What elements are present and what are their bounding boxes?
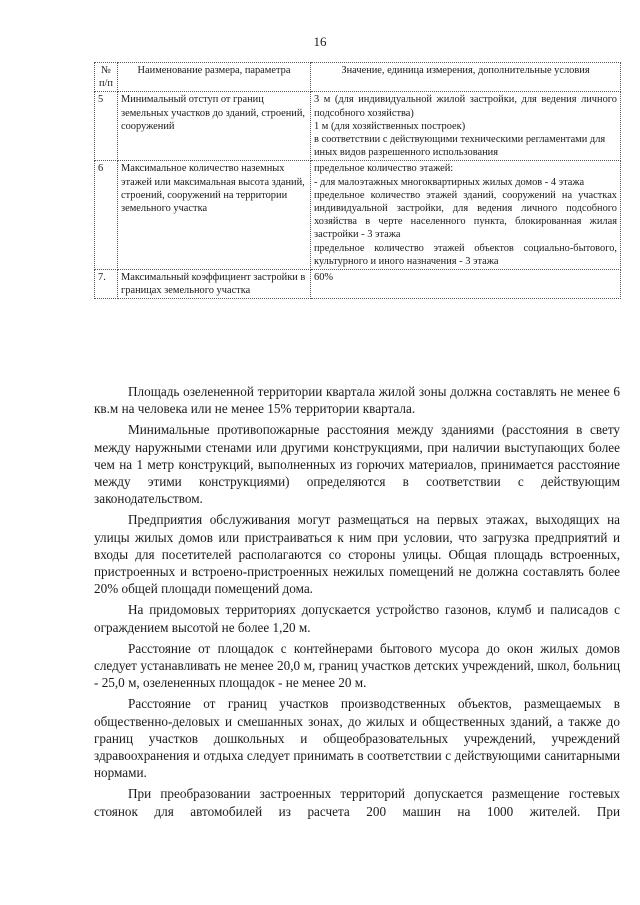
header-num: № п/п xyxy=(95,63,118,92)
paragraph-service-enterprises: Предприятия обслуживания могут размещаться на первых этажах, выходящих на улицы жилых домов или пристраиваться к ним при условии, что загрузка предприятий и входы для посетителей располагаются со стороны улицы. Общая площадь встроенных, пристроенных и встроено-пристроенных нежилых помещений не должна составлять более 20% общей площади помещений дома. xyxy=(94,512,620,597)
value-line: - для малоэтажных многоквартирных жилых домов - 4 этажа xyxy=(314,176,585,188)
value-line: 60% xyxy=(314,272,334,284)
row-name: Максимальный коэффициент застройки в границах земельного участка xyxy=(118,270,311,299)
row-num: 7. xyxy=(95,270,118,299)
row-value xyxy=(311,270,621,299)
value-line: в соответствии с действующими техническими регламентами для иных видов разрешенного использования xyxy=(314,134,606,159)
row-name: Максимальное количество наземных этажей или максимальная высота зданий, строений, сооружений на территории земельного участка xyxy=(118,161,311,270)
page-number: 16 xyxy=(313,34,327,49)
table-header-row xyxy=(95,63,621,92)
parameters-table xyxy=(94,62,621,299)
header-value: Значение, единица измерения, дополнительные условия xyxy=(311,63,621,92)
row-name: Минимальный отступ от границ земельных участков до зданий, строений, сооружений xyxy=(118,92,311,161)
paragraph-guest-parking: При преобразовании застроенных территорий допускается размещение гостевых стоянок для автомобилей из расчета 200 машин на 1000 жителей. При xyxy=(94,786,620,819)
paragraph-green-area: Площадь озелененной территории квартала жилой зоны должна составлять не менее 6 кв.м на человека или не менее 15% территории квартала. xyxy=(94,384,620,417)
header-name: Наименование размера, параметра xyxy=(118,63,311,92)
row-value xyxy=(311,161,621,270)
paragraph-production-sites: Расстояние от границ участков производственных объектов, размещаемых в общественно-деловых и смешанных зонах, до жилых и общественных зданий, а также до границ участков дошкольных и общеобразовательных учреждений, учреждений здравоохранения и отдыха следует принимать в соответствии с действующими санитарными нормами. xyxy=(94,696,620,781)
row-value xyxy=(311,92,621,161)
value-line: 1 м (для хозяйственных построек) xyxy=(314,120,466,132)
value-line: 3 м (для индивидуальной жилой застройки, для ведения личного подсобного хозяйства) xyxy=(314,94,617,119)
table-row xyxy=(95,270,621,299)
row-num: 5 xyxy=(95,92,118,161)
paragraph-waste-containers: Расстояние от площадок с контейнерами бытового мусора до окон жилых домов следует устанавливать не менее 20,0 м, границ участков детских учреждений, школ, больниц - 25,0 м, озелененных площадок - не менее 20 м. xyxy=(94,640,620,691)
table-row xyxy=(95,92,621,161)
table-row xyxy=(95,161,621,270)
value-line: предельное количество этажей: xyxy=(314,163,454,175)
body-text xyxy=(94,383,620,824)
value-line: предельное количество этажей зданий, сооружений на участках индивидуальной застройки, для ведения личного подсобного хозяйства в черте населенного пункта, блокированная жилая застройки - 3 этажа xyxy=(314,189,617,241)
value-line: предельное количество этажей объектов социально-бытового, культурного и иного назначения - 3 этажа xyxy=(314,242,617,267)
paragraph-lawns: На придомовых территориях допускается устройство газонов, клумб и палисадов с ограждением высотой не более 1,20 м. xyxy=(94,602,620,635)
row-num: 6 xyxy=(95,161,118,270)
paragraph-fire-distances: Минимальные противопожарные расстояния между зданиями (расстояния в свету между наружными стенами или другими конструкциями, при наличии выступающих более чем на 1 метр конструкций, выполненных из горючих материалов, принимается расстояние между этими конструкциями) определяются в соответствии с действующим законодательством. xyxy=(94,422,620,507)
